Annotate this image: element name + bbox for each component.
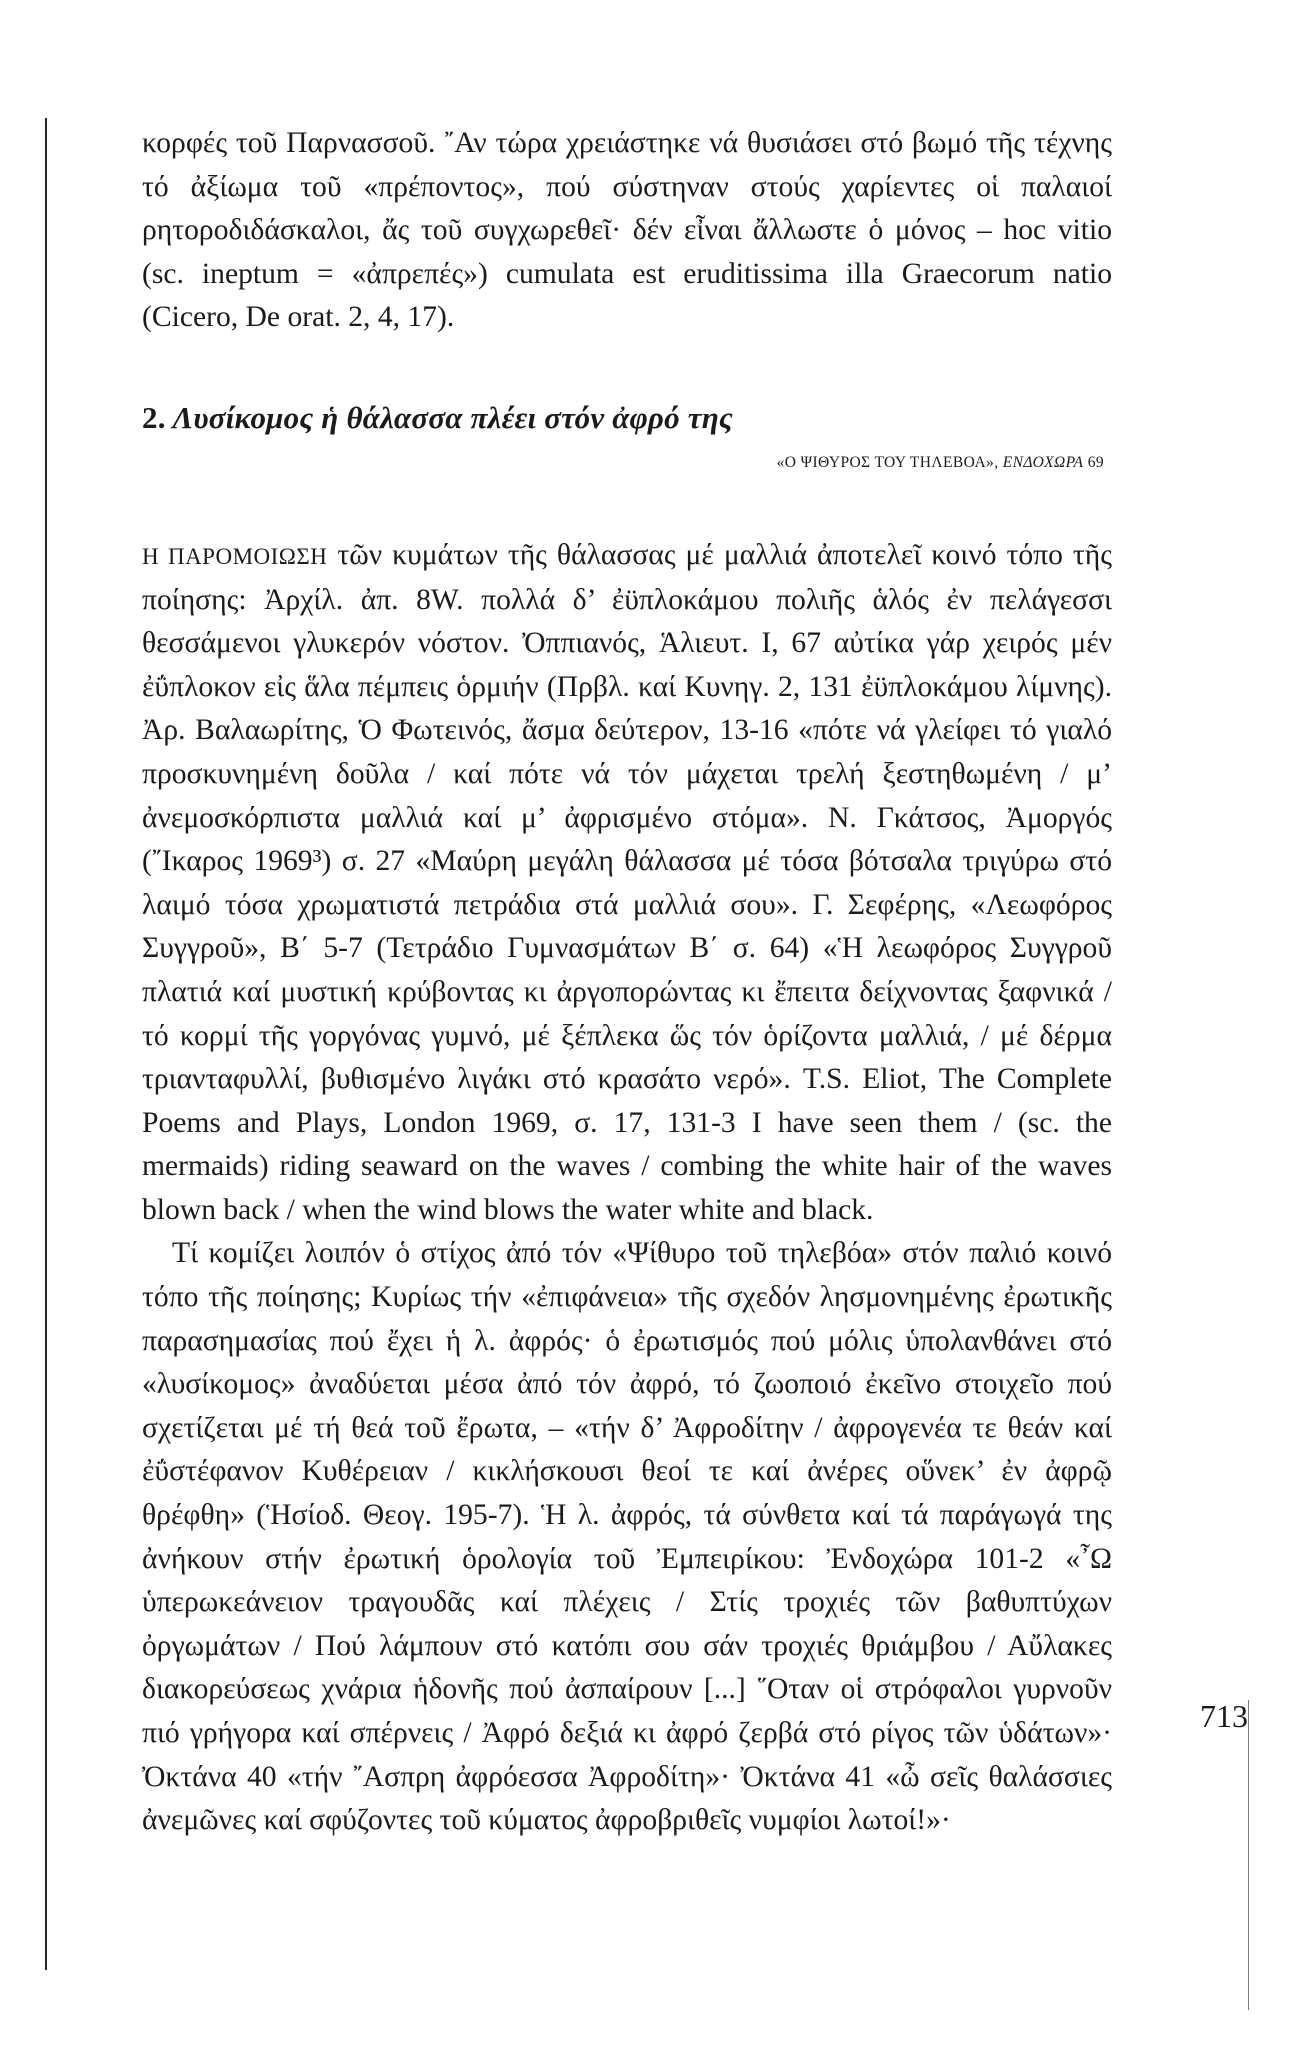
source-title: «Ο ΨΙΘΥΡΟΣ ΤΟΥ ΤΗΛΕΒΟΑ»,	[776, 453, 999, 471]
paragraph-eroticism: Τί κομίζει λοιπόν ὁ στίχος ἀπό τόν «Ψίθυρο τοῦ τηλεβόα» στόν παλιό κοινό τόπο τῆς ποίησης; Κυρίως τήν «ἐπιφάνεια» τῆς σχεδόν λησμονημένης ἐρωτικῆς παρασημασίας πού ἔχει ἡ λ. ἀφρός· ὁ ἐρωτισμός πού μόλις ὑπολανθάνει στό «λυσίκομος» ἀναδύεται μέσα ἀπό τόν ἀφρό, τό ζωοποιό ἐκεῖνο στοιχεῖο πού σχετίζεται μέ τή θεά τοῦ ἔρωτα, – «τήν δ’ Ἀφροδίτην / ἀφρογενέα τε θεάν καί ἐΰστέφανον Κυθέρειαν / κικλήσκουσι θεοί τε καί ἀνέρες οὕνεκ’ ἐν ἀφρῷ θρέφθη» (Ἡσίοδ. Θεογ. 195-7). Ἡ λ. ἀφρός, τά σύνθετα καί τά παράγωγά της ἀνήκουν στήν ἐρωτική ὁρολογία τοῦ Ἐμπειρίκου: Ἐνδοχώρα 101-2 «῏Ω ὑπερωκεάνειον τραγουδᾶς καί πλέχεις / Στίς τροχιές τῶν βαθυπτύχων ὀργωμάτων / Πού λάμπουν στό κατόπι σου σάν τροχιές θριάμβου / Αὔλακες διακορεύσεως χνάρια ἡδονῆς πού ἀσπαίρουν [...] ῞Οταν οἱ στρόφαλοι γυρνοῦν πιό γρήγορα καί σπέρνεις / Ἀφρό δεξιά κι ἀφρό ζερβά στό ρίγος τῶν ὑδάτων»· Ὀκτάνα 40 «τήν ῎Ασπρη ἀφρόεσσα Ἀφροδίτη»· Ὀκτάνα 41 «ὦ σεῖς θαλάσσιες ἀνεμῶνες καί σφύζοντες τοῦ κύματος ἀφροβριθεῖς νυμφίοι λωτοί!»·	[142, 1237, 1112, 1837]
paragraph-simile-text: τῶν κυμάτων τῆς θάλασσας μέ μαλλιά ἀποτελεῖ κοινό τόπο τῆς ποίησης: Ἀρχίλ. ἀπ. 8W. πολλά δ’ ἐϋπλοκάμου πολιῆς ἁλός ἐν πελάγεσσι θεσσάμενοι γλυκερόν νόστον. Ὀππιανός, Ἁλιευτ. I, 67 αὐτίκα γάρ χειρός μέν ἐΰπλοκον εἰς ἅλα πέμπεις ὁρμιήν (Πρβλ. καί Κυνηγ. 2, 131 ἐϋπλοκάμου λίμνης). Ἀρ. Βαλαωρίτης, Ὁ Φωτεινός, ἄσμα δεύτερον, 13-16 «πότε νά γλείφει τό γιαλό προσκυνημένη δοῦλα / καί πότε νά τόν μάχεται τρελή ξεστηθωμένη / μ’ ἀνεμοσκόρπιστα μαλλιά καί μ’ ἀφρισμένο στόμα». Ν. Γκάτσος, Ἀμοργός (῎Ικαρος 1969³) σ. 27 «Μαύρη μεγάλη θάλασσα μέ τόσα βότσαλα τριγύρω στό λαιμό τόσα χρωματιστά πετράδια στά μαλλιά σου». Γ. Σεφέρης, «Λεωφόρος Συγγροῦ», Β΄ 5-7 (Τετράδιο Γυμνασμάτων Β΄ σ. 64) «Ἡ λεωφόρος Συγγροῦ πλατιά καί μυστική κρύβοντας κι ἀργοπορώντας κι ἔπειτα δείχνοντας ξαφνικά / τό κορμί τῆς γοργόνας γυμνό, μέ ξέπλεκα ὥς τόν ὁρίζοντα μαλλιά, / μέ δέρμα τριανταφυλλί, βυθισμένο λιγάκι στό κρασάτο νερό». T.S. Eliot, The Complete Poems and Plays, London 1969, σ. 17, 131-3 I have seen them / (sc. the mermaids) riding seaward on the waves / combing the white hair of the waves blown back / when the wind blows the water white and black.	[142, 538, 1112, 1226]
paragraph-lead: Η ΠΑΡΟΜΟΙΩΣΗ	[142, 543, 328, 569]
left-margin-rule	[45, 118, 47, 1970]
carryover-paragraph: κορφές τοῦ Παρνασσοῦ. ῎Αν τώρα χρειάστηκε νά θυσιάσει στό βωμό τῆς τέχνης τό ἀξίωμα τοῦ «πρέποντος», πού σύστηναν στούς χαρίεντες οἱ παλαιοί ρητοροδιδάσκαλοι, ἄς τοῦ συγχωρεθεῖ· δέν εἶναι ἄλλωστε ὁ μόνος – hoc vitio (sc. ineptum = «ἀπρεπές») cumulata est eruditissima illa Graecorum natio (Cicero, De orat. 2, 4, 17).	[142, 127, 1112, 334]
section-source	[142, 448, 1112, 478]
page-number: 713	[1200, 1698, 1248, 1734]
section-title: Λυσίκομος ἡ θάλασσα πλέει στόν ἀφρό της	[172, 399, 733, 435]
section-number: 2.	[142, 399, 166, 435]
right-margin-rule	[1248, 1700, 1249, 2010]
section-heading	[142, 398, 1112, 438]
source-collection: ΕΝΔΟΧΩΡΑ	[1002, 453, 1084, 471]
paragraph-simile	[142, 534, 1112, 1233]
source-page: 69	[1087, 453, 1104, 471]
page-body	[142, 122, 1112, 1843]
